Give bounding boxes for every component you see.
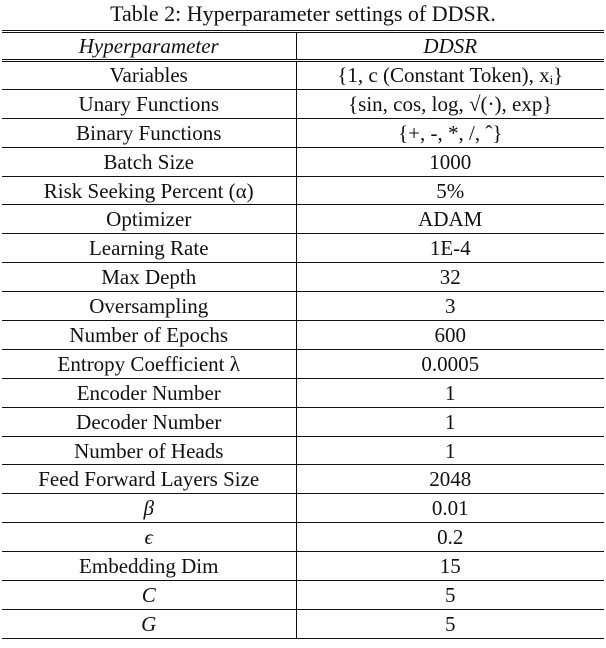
hyperparameter-name: Encoder Number [2, 378, 296, 407]
hyperparameter-name: Risk Seeking Percent (α) [2, 176, 296, 205]
table-row [2, 378, 604, 407]
hyperparameter-value: 3 [296, 292, 604, 321]
hyperparameter-value: 600 [296, 321, 604, 350]
hyperparameter-name: C [2, 581, 296, 610]
hyperparameter-table-container [2, 30, 604, 639]
header-ddsr: DDSR [296, 32, 604, 61]
hyperparameter-name: Learning Rate [2, 234, 296, 263]
hyperparameter-name: Number of Heads [2, 436, 296, 465]
table-row [2, 263, 604, 292]
hyperparameter-name: β [2, 494, 296, 523]
hyperparameter-value: 1 [296, 378, 604, 407]
hyperparameter-name: Feed Forward Layers Size [2, 465, 296, 494]
hyperparameter-value: ADAM [296, 205, 604, 234]
hyperparameter-value: 1 [296, 436, 604, 465]
hyperparameter-table [2, 30, 604, 639]
hyperparameter-name: Unary Functions [2, 89, 296, 118]
hyperparameter-name: G [2, 609, 296, 638]
table-row [2, 494, 604, 523]
hyperparameter-value: {1, c (Constant Token), xᵢ} [337, 63, 564, 88]
hyperparameter-name: Optimizer [2, 205, 296, 234]
table-row [2, 118, 604, 147]
hyperparameter-value: {sin, cos, log, √(·), exp} [296, 89, 604, 118]
hyperparameter-value: 2048 [296, 465, 604, 494]
table-row [2, 552, 604, 581]
table-row [2, 465, 604, 494]
hyperparameter-value: 0.01 [296, 494, 604, 523]
hyperparameter-value: 0.2 [296, 523, 604, 552]
table-header-row [2, 32, 604, 61]
table-row [2, 436, 604, 465]
table-row [2, 407, 604, 436]
table-row [2, 523, 604, 552]
hyperparameter-value: {+, -, *, /, ˆ} [296, 118, 604, 147]
hyperparameter-value: 1000 [296, 147, 604, 176]
hyperparameter-value: 32 [296, 263, 604, 292]
table-row [2, 321, 604, 350]
header-hyperparameter: Hyperparameter [2, 32, 296, 61]
table-row [2, 61, 604, 90]
hyperparameter-name: Oversampling [2, 292, 296, 321]
hyperparameter-name: Embedding Dim [2, 552, 296, 581]
hyperparameter-value: 1E-4 [296, 234, 604, 263]
table-row [2, 147, 604, 176]
hyperparameter-name: Batch Size [2, 147, 296, 176]
hyperparameter-name: Decoder Number [2, 407, 296, 436]
hyperparameter-name: Max Depth [2, 263, 296, 292]
table-row [2, 89, 604, 118]
table-row [2, 581, 604, 610]
table-row [2, 292, 604, 321]
hyperparameter-name: Variables [2, 61, 296, 90]
hyperparameter-name: Entropy Coefficient λ [2, 349, 296, 378]
table-body [2, 61, 604, 639]
table-row [2, 234, 604, 263]
table-row [2, 349, 604, 378]
hyperparameter-value: 5% [296, 176, 604, 205]
table-caption: Table 2: Hyperparameter settings of DDSR. [110, 1, 496, 26]
hyperparameter-value: 5 [296, 609, 604, 638]
hyperparameter-value: 0.0005 [296, 349, 604, 378]
table-row [2, 176, 604, 205]
hyperparameter-name: Number of Epochs [2, 321, 296, 350]
hyperparameter-value: 5 [296, 581, 604, 610]
table-row [2, 609, 604, 638]
hyperparameter-name: ϵ [2, 523, 296, 552]
hyperparameter-name: Binary Functions [2, 118, 296, 147]
table-row [2, 205, 604, 234]
hyperparameter-value: 1 [296, 407, 604, 436]
hyperparameter-value: 15 [296, 552, 604, 581]
